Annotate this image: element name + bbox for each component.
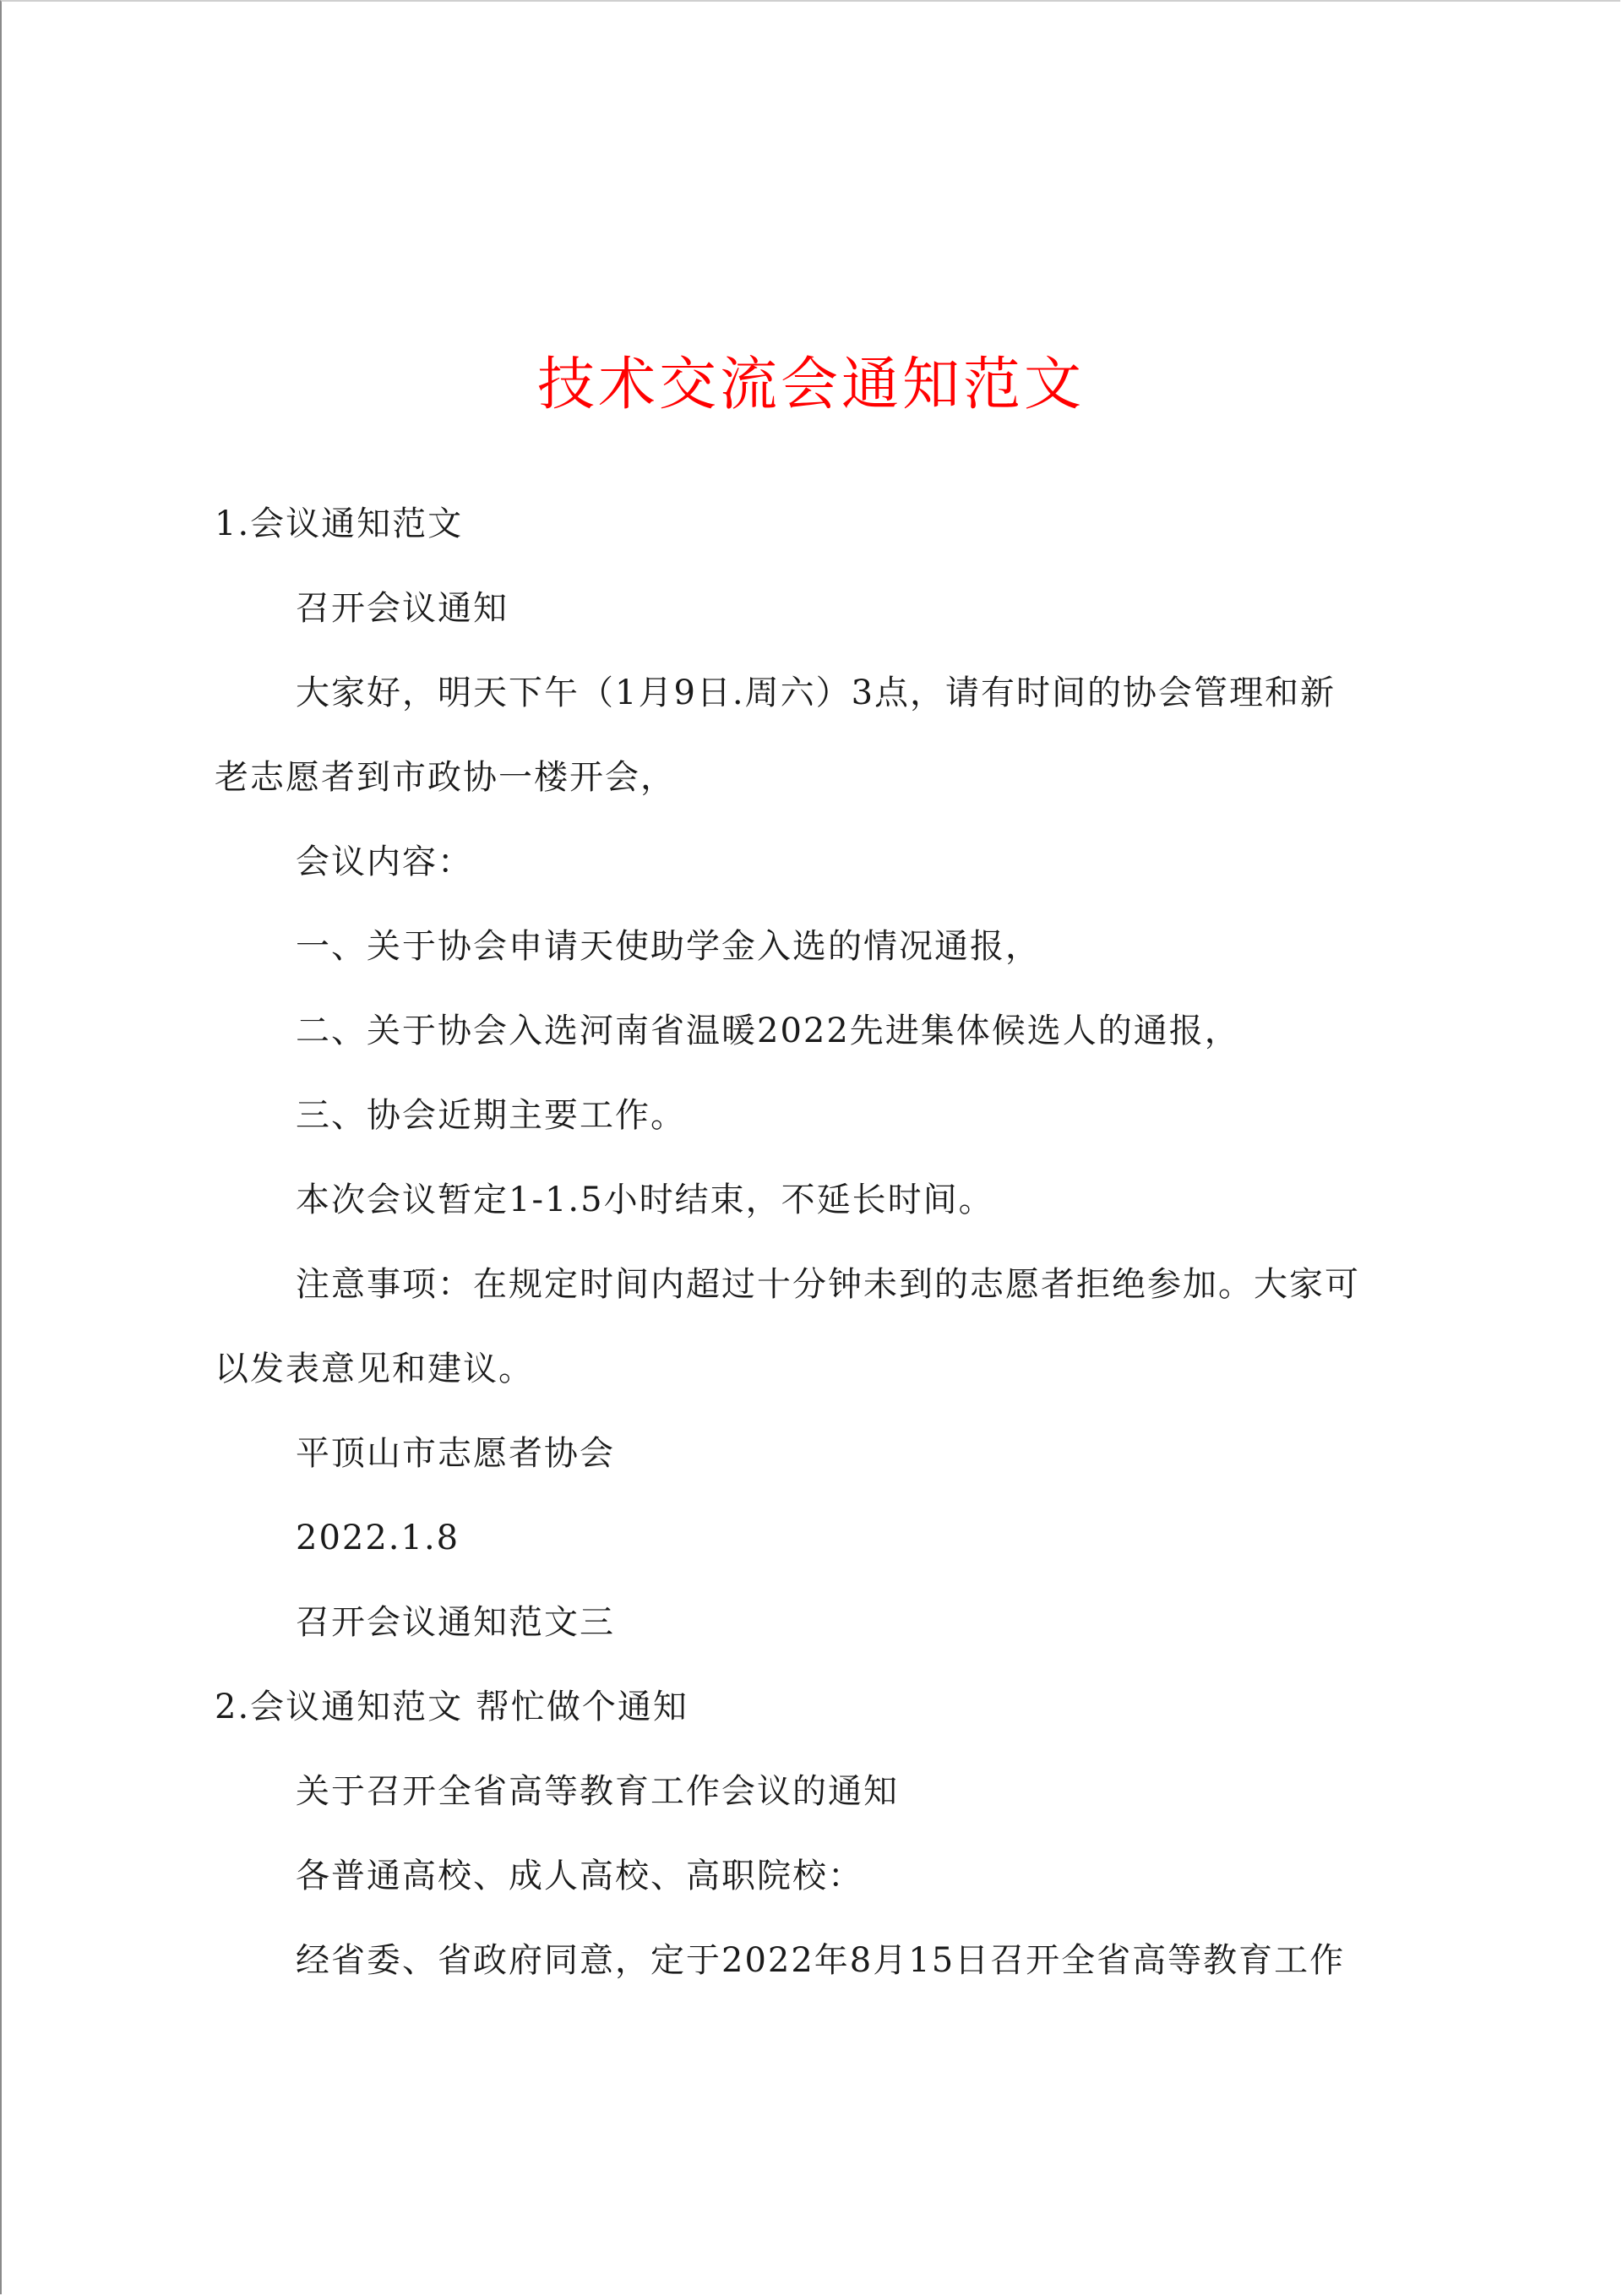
paragraph: 本次会议暂定1-1.5小时结束，不延长时间。 [296, 1181, 994, 1219]
paragraph: 召开会议通知范文三 [296, 1603, 615, 1642]
list-item: 二、关于协会入选河南省温暖2022先进集体候选人的通报， [296, 1012, 1240, 1050]
paragraph: 经省委、省政府同意，定于2022年8月15日召开全省高等教育工作 [296, 1941, 1346, 1980]
paragraph: 召开会议通知 [296, 589, 509, 628]
list-item: 一、关于协会申请天使助学金入选的情况通报， [296, 927, 1041, 966]
signature-date: 2022.1.8 [296, 1519, 460, 1557]
paragraph: 注意事项：在规定时间内超过十分钟未到的志愿者拒绝参加。大家可 [296, 1265, 1360, 1304]
section-heading-1: 1.会议通知范文 [215, 504, 464, 543]
paragraph-continuation: 以发表意见和建议。 [215, 1350, 534, 1388]
list-item: 三、协会近期主要工作。 [296, 1096, 686, 1135]
document-title: 技术交流会通知范文 [536, 352, 1085, 418]
paragraph: 关于召开全省高等教育工作会议的通知 [296, 1772, 899, 1811]
section-heading-2: 2.会议通知范文 帮忙做个通知 [215, 1688, 689, 1726]
paragraph: 各普通高校、成人高校、高职院校： [296, 1857, 863, 1895]
paragraph-continuation: 老志愿者到市政协一楼开会， [215, 758, 676, 797]
paragraph: 大家好，明天下午（1月9日.周六）3点，请有时间的协会管理和新 [296, 674, 1336, 712]
paragraph: 会议内容： [296, 843, 473, 881]
signature-organization: 平顶山市志愿者协会 [296, 1434, 615, 1473]
